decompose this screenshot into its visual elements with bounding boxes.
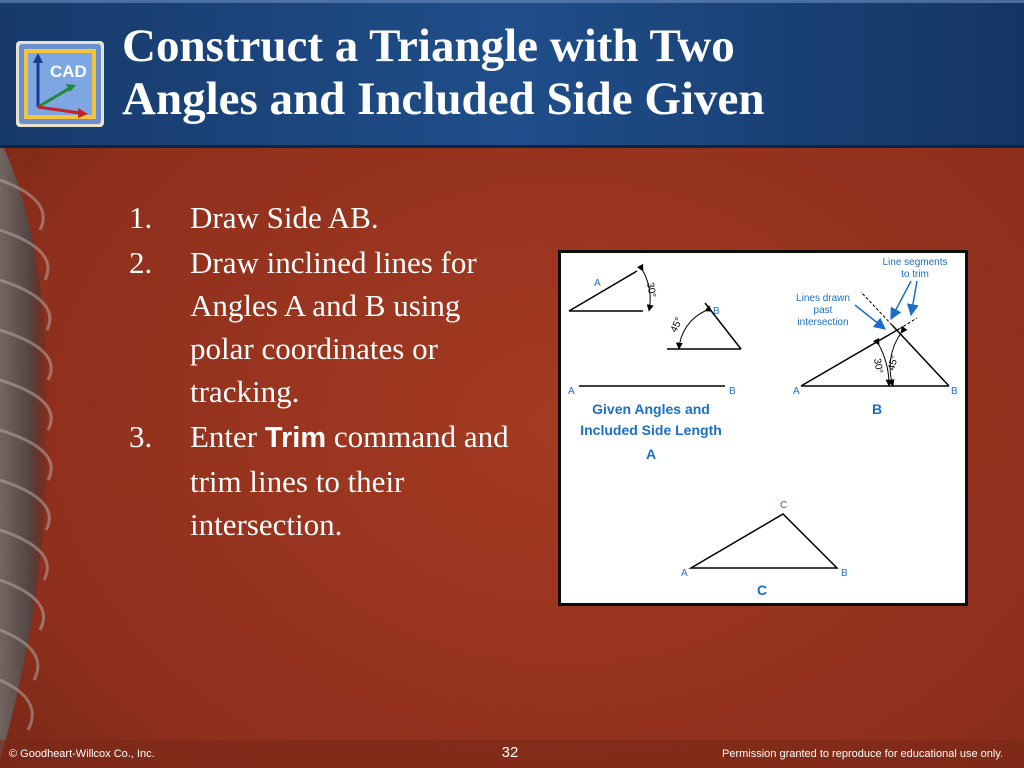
step-number: 3. — [129, 419, 153, 454]
callout-past-3: intersection — [797, 317, 849, 328]
callout-trim-1: Line segments — [882, 257, 948, 268]
panel-a-letter: A — [645, 446, 657, 462]
point-b-label: B — [713, 306, 720, 317]
angle-30-label-b: 30° — [871, 357, 885, 375]
callout-past-2: past — [813, 305, 833, 316]
angle-45-label-b: 45° — [886, 354, 901, 372]
page-number: 32 — [501, 744, 519, 761]
point-b-label-c: B — [841, 568, 848, 579]
step-item — [124, 415, 524, 546]
title-line-1: Construct a Triangle with Two — [122, 20, 735, 72]
panel-a — [568, 271, 741, 462]
side-b-label: B — [729, 386, 736, 397]
step-text-post: command and trim lines to their intersection. — [190, 419, 509, 542]
panel-a-caption-1: Given Angles and — [592, 401, 710, 417]
panel-c — [681, 500, 848, 598]
angle-30-label: 30° — [644, 281, 658, 299]
title-line-2: Angles and Included Side Given — [122, 72, 765, 125]
step-number: 2. — [129, 245, 153, 280]
construction-figure — [558, 250, 968, 606]
step-list — [124, 196, 524, 548]
step-text-pre: Enter — [190, 419, 265, 454]
callout-past-1: Lines drawn — [796, 293, 850, 304]
copyright-notice: © Goodheart-Willcox Co., Inc. — [9, 748, 155, 760]
step-item — [124, 241, 524, 413]
point-a-label-c: A — [681, 568, 688, 579]
angle-45-label: 45° — [668, 315, 686, 335]
side-a-label: A — [568, 386, 575, 397]
point-b-label-b: B — [951, 386, 958, 397]
panel-c-letter: C — [756, 582, 768, 598]
permission-notice: Permission granted to reproduce for educational use only. — [722, 748, 1004, 760]
point-a-label-b: A — [793, 386, 800, 397]
step-text: Draw inclined lines for Angles A and B using polar coordinates or tracking. — [190, 245, 477, 409]
point-c-label-c: C — [780, 500, 788, 511]
step-item — [124, 196, 524, 239]
cad-logo — [16, 41, 104, 127]
panel-b-letter: B — [871, 401, 883, 417]
slide-title — [122, 20, 1012, 125]
panel-b — [793, 257, 958, 417]
logo-text: CAD — [50, 62, 87, 81]
step-text: Draw Side AB. — [190, 200, 379, 235]
point-a-label: A — [594, 278, 601, 289]
panel-a-caption-2: Included Side Length — [580, 422, 722, 438]
trim-command: Trim — [264, 422, 327, 454]
callout-trim-2: to trim — [901, 269, 929, 280]
step-number: 1. — [129, 200, 153, 235]
